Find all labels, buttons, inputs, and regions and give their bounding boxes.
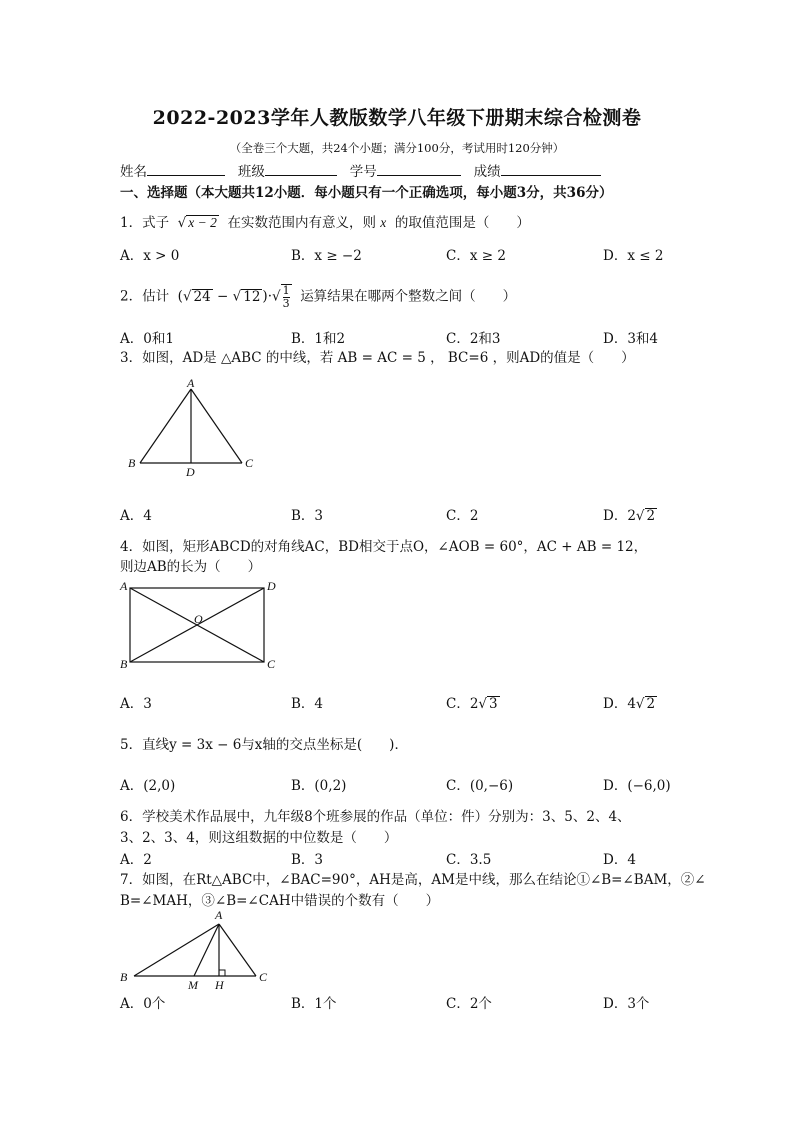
- q6-option-a[interactable]: A．2: [120, 852, 152, 868]
- question-7-line2: B=∠MAH，③∠B=∠CAH中错误的个数有（ ）: [120, 893, 440, 909]
- q1-suffix: 的取值范围是（ ）: [394, 215, 530, 231]
- q5-option-c[interactable]: C．(0,−6): [446, 778, 514, 794]
- student-id-blank[interactable]: [377, 163, 461, 176]
- name-label: 姓名: [120, 164, 147, 180]
- q7-label-b: B: [120, 970, 128, 984]
- question-1: 1．式子 √ x − 2 在实数范围内有意义，则 x 的取值范围是（ ）: [120, 215, 530, 231]
- q2-radicand-b: 12: [243, 288, 261, 305]
- question-6-line2: 3、2、3、4，则这组数据的中位数是（ ）: [120, 830, 398, 846]
- q3-side-ab: [140, 389, 191, 463]
- q4-label-b: B: [120, 657, 128, 671]
- question-5: 5．直线y = 3x − 6与x轴的交点坐标是( )．: [120, 737, 408, 753]
- exam-info: （全卷三个大题，共24个小题；满分100分，考试用时120分钟）: [229, 141, 565, 155]
- q7-option-d[interactable]: D．3个: [603, 996, 650, 1012]
- q7-side-ac: [219, 924, 256, 976]
- q4-option-c-coef: C．2: [446, 696, 479, 712]
- q2-option-b[interactable]: B．1和2: [291, 331, 346, 347]
- q4-option-d-coef: D．4: [603, 696, 636, 712]
- q4-label-c: C: [267, 657, 276, 671]
- q4-option-d[interactable]: D．4√ 2: [603, 696, 656, 712]
- q4-option-b[interactable]: B．4: [291, 696, 324, 712]
- q3-option-d-radicand: 2: [646, 508, 656, 524]
- q2-frac-num: 1: [282, 284, 290, 297]
- student-id-label: 学号: [349, 164, 377, 180]
- q1-prefix: 1．式子: [120, 215, 170, 231]
- q3-label-c: C: [245, 456, 254, 470]
- q3-option-c[interactable]: C．2: [446, 508, 479, 524]
- q7-label-a: A: [215, 910, 223, 922]
- question-4-line1: 4．如图，矩形ABCD的对角线AC，BD相交于点O，∠AOB = 60°，AC + AB = 12，: [120, 539, 648, 555]
- q4-rectangle-figure: [118, 576, 288, 674]
- q7-label-m: M: [188, 978, 198, 992]
- question-3: 3．如图，AD是 △ABC 的中线，若 AB = AC = 5 ， BC=6 ，则AD的值是（ ）: [120, 350, 635, 366]
- score-label: 成绩: [473, 164, 501, 180]
- page-title: 2022-2023学年人教版数学八年级下册期末综合检测卷: [152, 107, 642, 129]
- q3-side-ac: [191, 389, 242, 463]
- q1-option-b[interactable]: B．x ≥ −2: [291, 248, 362, 264]
- q2-option-d[interactable]: D．3和4: [603, 331, 659, 347]
- q7-triangle-figure: [116, 910, 276, 992]
- name-blank[interactable]: [147, 163, 225, 176]
- q2-prefix: 2．估计: [120, 288, 170, 305]
- q3-option-d[interactable]: D．2√ 2: [603, 508, 656, 524]
- q3-triangle-figure: [120, 376, 270, 482]
- score-blank[interactable]: [501, 163, 601, 176]
- class-blank[interactable]: [265, 163, 337, 176]
- q4-option-c-radicand: 3: [489, 696, 498, 712]
- q5-option-b[interactable]: B．(0,2): [291, 778, 347, 794]
- q4-label-d: D: [267, 579, 276, 593]
- q1-middle: 在实数范围内有意义，则: [227, 215, 376, 231]
- q3-label-d: D: [186, 465, 195, 479]
- q1-radicand: x − 2: [188, 215, 217, 230]
- q7-option-b[interactable]: B．1个: [291, 996, 337, 1012]
- q7-label-c: C: [259, 970, 268, 984]
- class-label: 班级: [237, 164, 265, 180]
- q2-suffix: 运算结果在哪两个整数之间（ ）: [300, 288, 517, 305]
- q4-label-a: A: [120, 579, 128, 593]
- q2-option-c[interactable]: C．2和3: [446, 331, 501, 347]
- q5-option-a[interactable]: A．(2,0): [120, 778, 176, 794]
- q2-frac-den: 3: [282, 297, 290, 310]
- q1-var: x: [380, 215, 387, 230]
- q4-label-o: O: [194, 612, 203, 626]
- q6-option-d[interactable]: D．4: [603, 852, 636, 868]
- q3-option-a[interactable]: A．4: [120, 508, 152, 524]
- q5-option-d[interactable]: D．(−6,0): [603, 778, 671, 794]
- question-2: 2．估计 (√ 24 − √ 12 )$\cdot√\frac{1}{3}$ 运算结果在哪两个整数之间（ ）: [120, 284, 517, 310]
- q2-option-a[interactable]: A．0和1: [120, 331, 174, 347]
- q7-option-a[interactable]: A．0个: [120, 996, 166, 1012]
- q3-label-a: A: [187, 376, 195, 390]
- q3-option-b[interactable]: B．3: [291, 508, 324, 524]
- q3-label-b: B: [128, 456, 136, 470]
- q4-option-d-radicand: 2: [646, 696, 656, 712]
- section-heading: 一、选择题（本大题共12小题．每小题只有一个正确选项，每小题3分，共36分）: [120, 185, 613, 201]
- q7-option-c[interactable]: C．2个: [446, 996, 492, 1012]
- q4-option-c[interactable]: C．2√ 3: [446, 696, 498, 712]
- q3-option-d-coef: D．2: [603, 508, 636, 524]
- q1-option-d[interactable]: D．x ≤ 2: [603, 248, 664, 264]
- student-info-row: [120, 160, 601, 180]
- q1-option-c[interactable]: C．x ≥ 2: [446, 248, 506, 264]
- question-7-line1: 7．如图，在Rt△ABC中，∠BAC=90°，AH是高，AM是中线，那么在结论①∠B=∠BAM，②∠: [120, 872, 706, 888]
- q6-option-b[interactable]: B．3: [291, 852, 324, 868]
- q7-label-h: H: [215, 978, 224, 992]
- q2-radicand-a: 24: [193, 288, 211, 305]
- q1-option-a[interactable]: A．x > 0: [120, 248, 180, 264]
- q4-option-a[interactable]: A．3: [120, 696, 152, 712]
- q7-right-angle-mark: [219, 970, 225, 976]
- q6-option-c[interactable]: C．3.5: [446, 852, 492, 868]
- question-6-line1: 6．学校美术作品展中，九年级8个班参展的作品（单位：件）分别为：3、5、2、4、: [120, 809, 631, 825]
- question-4-line2: 则边AB的长为（ ）: [120, 559, 262, 575]
